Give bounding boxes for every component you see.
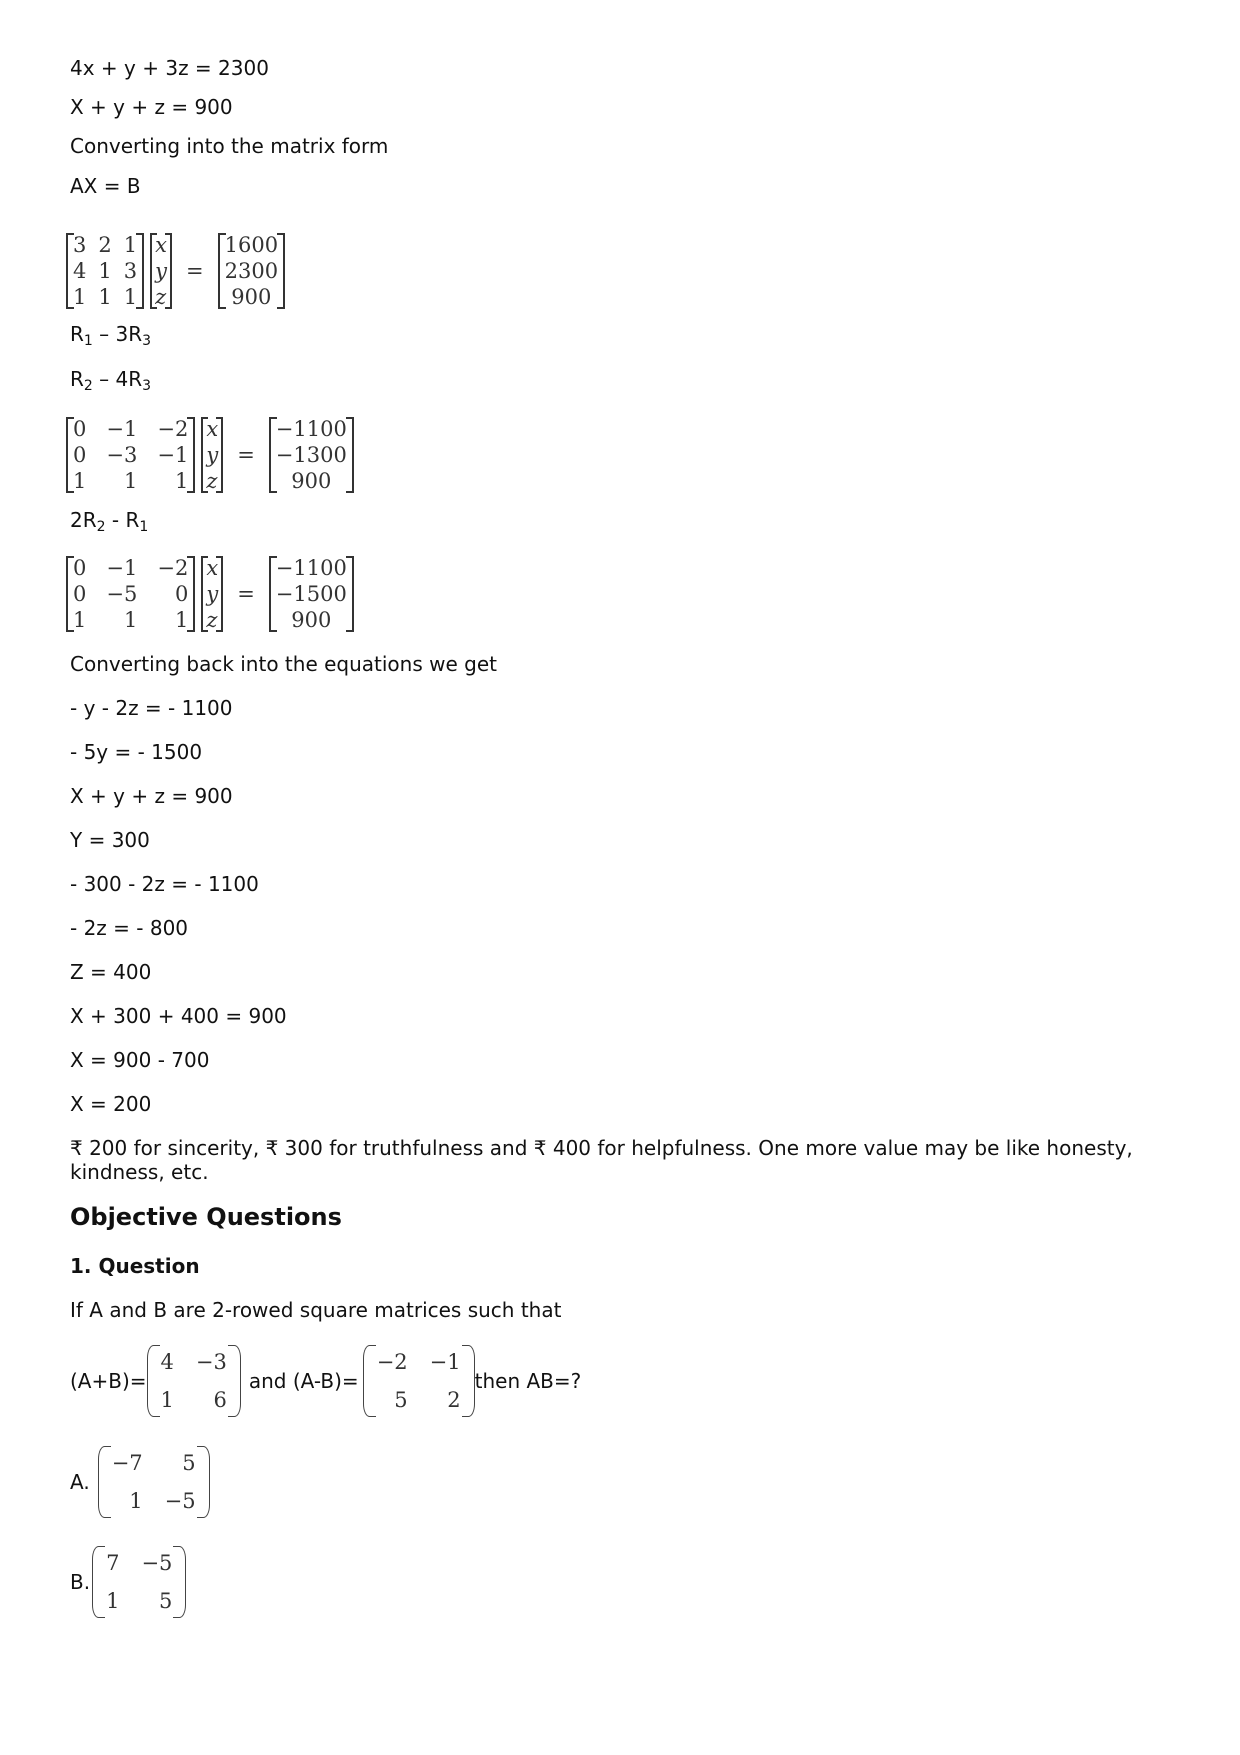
matrix-cell: −3 — [106, 443, 138, 467]
vector-cell: z — [155, 285, 167, 309]
row-operation: $R_1 - 3R_3$ — [70, 322, 152, 349]
vector-cell: y — [206, 582, 219, 606]
sum-label: (A+B)= — [70, 1369, 147, 1393]
question-label: 1. Question — [70, 1254, 200, 1278]
option-a[interactable] — [70, 1446, 210, 1518]
matrix-cell: −2 — [157, 556, 189, 580]
equals-sign: = — [186, 259, 204, 283]
matrix-cell: 5 — [394, 1388, 408, 1412]
equation-line: 4x + y + 3z = 2300 — [70, 56, 269, 80]
equation-line: X + 300 + 400 = 900 — [70, 1004, 287, 1028]
option-a-matrix — [98, 1446, 210, 1518]
equals-sign: = — [237, 582, 255, 606]
and-label: and (A-B)= — [248, 1369, 359, 1393]
vector-cell: −1500 — [275, 582, 347, 606]
matrix-cell: 0 — [73, 582, 87, 606]
matrix-cell: 1 — [174, 469, 189, 493]
variable-vector — [201, 555, 223, 633]
then-label: then AB=? — [474, 1369, 582, 1393]
paragraph: Converting back into the equations we get — [70, 652, 497, 676]
vector-cell: z — [206, 469, 218, 493]
matrix-cell: 4 — [160, 1350, 174, 1374]
matrix-cell: 1 — [123, 285, 138, 309]
matrix-cell: 1 — [73, 469, 87, 493]
matrix-cell: −1 — [157, 443, 189, 467]
matrix-cell: 0 — [73, 417, 87, 441]
paragraph: Converting into the matrix form — [70, 134, 389, 158]
question-text: If A and B are 2-rowed square matrices such that — [70, 1298, 562, 1322]
equals-sign: = — [237, 443, 255, 467]
matrix-cell: 1 — [129, 1489, 143, 1513]
vector-cell: 1600 — [224, 233, 279, 257]
vector-cell: y — [206, 443, 219, 467]
equation-line: - 2z = - 800 — [70, 916, 189, 940]
vector-cell: 2300 — [224, 259, 279, 283]
vector-cell: x — [206, 556, 219, 580]
matrix-cell: 1 — [106, 1589, 120, 1613]
conclusion-paragraph: ₹ 200 for sincerity, ₹ 300 for truthfulness and ₹ 400 for helpfulness. One more value may be like honesty, kindness, etc. — [70, 1136, 1133, 1184]
matrix-cell: 1 — [123, 608, 138, 632]
option-a-label: A. — [70, 1470, 90, 1494]
matrix-cell: 1 — [98, 285, 112, 309]
matrix-cell: 1 — [123, 233, 138, 257]
difference-matrix — [363, 1345, 475, 1417]
matrix-cell: 0 — [73, 556, 87, 580]
option-b-label: B. — [70, 1570, 91, 1594]
sum-matrix — [147, 1345, 241, 1417]
equation-line: X = 900 - 700 — [70, 1048, 210, 1072]
constant-vector — [269, 416, 354, 494]
matrix-cell: 0 — [73, 443, 87, 467]
vector-cell: 900 — [231, 285, 272, 309]
matrix-cell: −5 — [141, 1551, 173, 1575]
matrix-equation-3 — [66, 555, 354, 633]
matrix-equation-1 — [66, 232, 285, 310]
equation-line: X + y + z = 900 — [70, 784, 233, 808]
matrix-cell: 3 — [123, 259, 138, 283]
coefficient-matrix — [66, 555, 195, 633]
matrix-cell: −5 — [106, 582, 138, 606]
matrix-cell: 1 — [98, 259, 112, 283]
matrix-cell: 1 — [73, 285, 87, 309]
matrix-cell: −3 — [195, 1350, 227, 1374]
matrix-cell: −1 — [429, 1350, 461, 1374]
constant-vector — [218, 232, 285, 310]
matrix-cell: 3 — [73, 233, 87, 257]
matrix-cell: 1 — [123, 469, 138, 493]
equation-line: Z = 400 — [70, 960, 152, 984]
option-b-matrix — [92, 1546, 186, 1618]
matrix-cell: 5 — [182, 1451, 196, 1475]
vector-cell: z — [206, 608, 218, 632]
matrix-cell: 1 — [174, 608, 189, 632]
matrix-cell: −7 — [111, 1451, 143, 1475]
row-operation: $2R_2 - R_1$ — [70, 508, 149, 535]
coefficient-matrix — [66, 232, 144, 310]
matrix-cell: 1 — [73, 608, 87, 632]
vector-cell: −1100 — [275, 556, 347, 580]
question-matrices — [70, 1345, 581, 1417]
matrix-equation-2 — [66, 416, 354, 494]
matrix-cell: 6 — [213, 1388, 227, 1412]
vector-cell: 900 — [291, 469, 332, 493]
matrix-cell: 7 — [106, 1551, 120, 1575]
coefficient-matrix — [66, 416, 195, 494]
vector-cell: −1100 — [275, 417, 347, 441]
equation-line: X = 200 — [70, 1092, 152, 1116]
matrix-cell: 0 — [174, 582, 189, 606]
vector-cell: x — [155, 233, 167, 257]
matrix-cell: −2 — [157, 417, 189, 441]
matrix-cell: −1 — [106, 556, 138, 580]
matrix-cell: 2 — [447, 1388, 461, 1412]
matrix-cell: 4 — [73, 259, 87, 283]
row-operation: $R_2 - 4R_3$ — [70, 367, 152, 394]
matrix-cell: −1 — [106, 417, 138, 441]
vector-cell: x — [206, 417, 219, 441]
option-b[interactable] — [70, 1546, 186, 1618]
matrix-cell: −2 — [376, 1350, 408, 1374]
variable-vector — [201, 416, 223, 494]
matrix-cell: 1 — [160, 1388, 174, 1412]
vector-cell: 900 — [291, 608, 332, 632]
equation-line: - y - 2z = - 1100 — [70, 696, 233, 720]
equation-line: Y = 300 — [70, 828, 150, 852]
matrix-cell: −5 — [164, 1489, 196, 1513]
equation-line: - 5y = - 1500 — [70, 740, 203, 764]
equation-line: AX = B — [70, 174, 141, 198]
vector-cell: y — [155, 259, 167, 283]
equation-line: - 300 - 2z = - 1100 — [70, 872, 259, 896]
constant-vector — [269, 555, 354, 633]
vector-cell: −1300 — [275, 443, 347, 467]
variable-vector — [150, 232, 172, 310]
section-heading: Objective Questions — [70, 1203, 342, 1231]
matrix-cell: 5 — [159, 1589, 173, 1613]
matrix-cell: 2 — [98, 233, 112, 257]
equation-line: X + y + z = 900 — [70, 95, 233, 119]
